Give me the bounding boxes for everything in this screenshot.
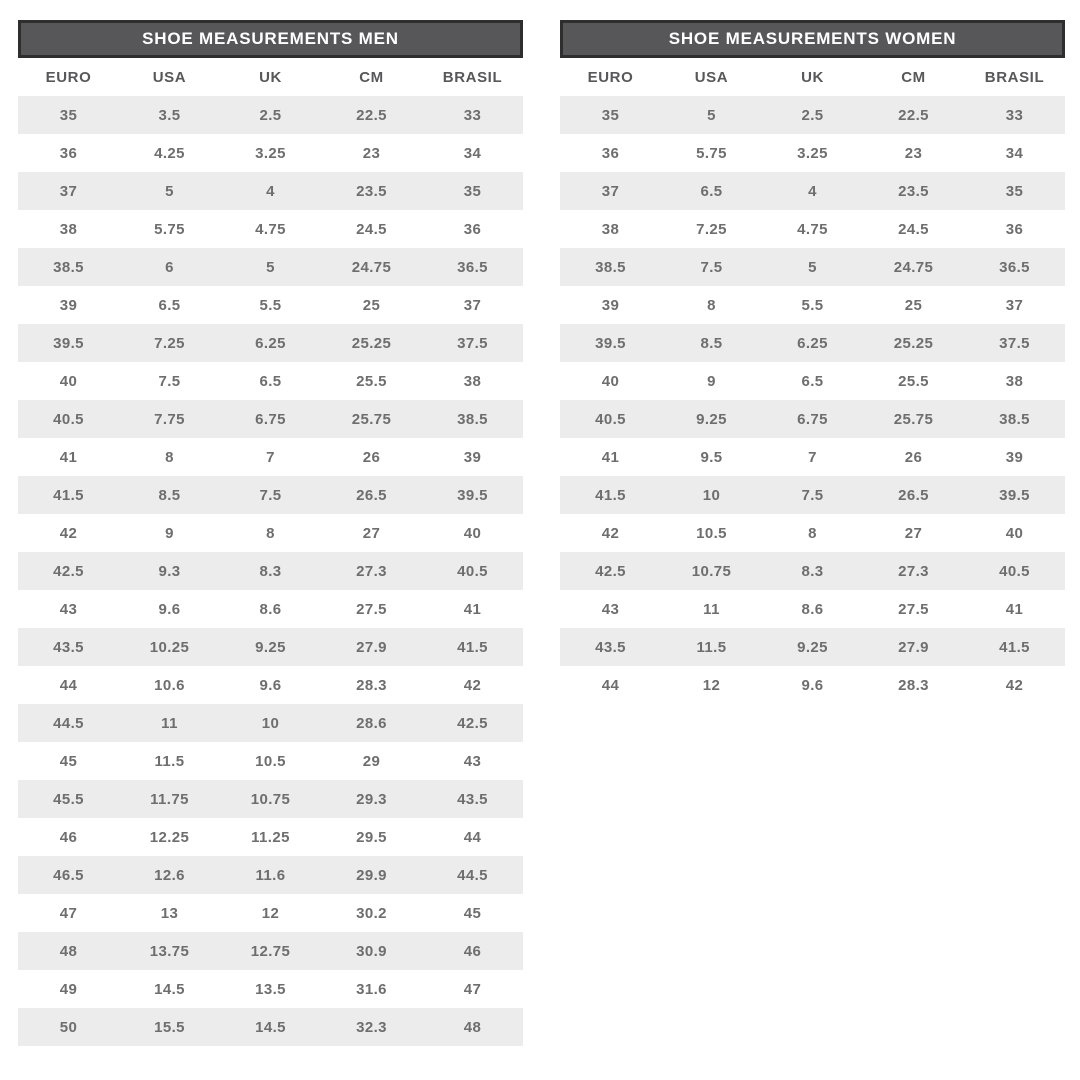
cell: 23.5 [356, 182, 387, 200]
cell: 27 [904, 524, 923, 542]
cell: 27.5 [356, 600, 387, 618]
cell: 46 [463, 942, 482, 960]
table-row [18, 742, 523, 780]
cell: 2.5 [259, 106, 282, 124]
cell: 33 [463, 106, 482, 124]
cell: 12 [261, 904, 280, 922]
cell: 8 [808, 524, 817, 542]
cell: 32.3 [356, 1018, 387, 1036]
women-table-title: SHOE MEASUREMENTS WOMEN [560, 20, 1065, 58]
cell: 9.6 [158, 600, 181, 618]
cell: 8.5 [700, 334, 723, 352]
cell: 27.3 [356, 562, 387, 580]
cell: 27.9 [356, 638, 387, 656]
table-row [18, 286, 523, 324]
cell: 41 [59, 448, 78, 466]
cell: 46.5 [53, 866, 84, 884]
cell: 8 [707, 296, 716, 314]
cell: 42 [1005, 676, 1024, 694]
table-row [18, 780, 523, 818]
cell: 38 [601, 220, 620, 238]
table-row [560, 210, 1065, 248]
cell: 9.6 [259, 676, 282, 694]
cell: 4 [808, 182, 817, 200]
cell: 36 [59, 144, 78, 162]
table-row [560, 438, 1065, 476]
cell: 9.25 [696, 410, 727, 428]
cell: 26.5 [356, 486, 387, 504]
cell: 44 [463, 828, 482, 846]
cell: 35 [601, 106, 620, 124]
cell: 40.5 [53, 410, 84, 428]
cell: 6.75 [255, 410, 286, 428]
cell: 41.5 [457, 638, 488, 656]
cell: 39.5 [595, 334, 626, 352]
cell: 13.75 [149, 942, 190, 960]
cell: 12.75 [250, 942, 291, 960]
cell: 7.5 [158, 372, 181, 390]
cell: 37 [1005, 296, 1024, 314]
cell: 11.75 [150, 790, 189, 808]
table-row [560, 476, 1065, 514]
cell: 42 [601, 524, 620, 542]
cell: 22.5 [898, 106, 929, 124]
cell: 13 [160, 904, 179, 922]
cell: 40 [1005, 524, 1024, 542]
cell: 43 [463, 752, 482, 770]
cell: 10.6 [154, 676, 185, 694]
cell: 38 [59, 220, 78, 238]
table-row [18, 210, 523, 248]
column-header-euro: EURO [587, 68, 634, 86]
women-column-headers [560, 58, 1065, 96]
cell: 25 [362, 296, 381, 314]
table-row [560, 286, 1065, 324]
cell: 3.25 [797, 144, 828, 162]
cell: 9 [165, 524, 174, 542]
cell: 22.5 [356, 106, 387, 124]
table-row [560, 248, 1065, 286]
cell: 39 [601, 296, 620, 314]
cell: 5.5 [801, 296, 824, 314]
cell: 5.5 [259, 296, 282, 314]
cell: 49 [59, 980, 78, 998]
cell: 31.6 [356, 980, 387, 998]
cell: 6 [165, 258, 174, 276]
cell: 46 [59, 828, 78, 846]
women-table-rows [560, 96, 1065, 704]
cell: 39 [59, 296, 78, 314]
column-header-brasil: BRASIL [984, 68, 1045, 86]
cell: 35 [463, 182, 482, 200]
table-row [18, 134, 523, 172]
cell: 4.75 [797, 220, 828, 238]
cell: 11 [703, 600, 720, 618]
column-header-brasil: BRASIL [442, 68, 503, 86]
cell: 28.6 [356, 714, 387, 732]
cell: 7.75 [154, 410, 185, 428]
column-header-uk: UK [801, 68, 824, 86]
cell: 43.5 [53, 638, 84, 656]
cell: 37.5 [457, 334, 488, 352]
table-row [560, 96, 1065, 134]
cell: 39.5 [999, 486, 1030, 504]
cell: 6.5 [158, 296, 181, 314]
table-row [18, 362, 523, 400]
cell: 4.25 [154, 144, 185, 162]
cell: 24.5 [898, 220, 929, 238]
cell: 41 [601, 448, 620, 466]
cell: 23 [904, 144, 923, 162]
cell: 27 [362, 524, 381, 542]
cell: 35 [1005, 182, 1024, 200]
cell: 12 [702, 676, 721, 694]
cell: 36 [463, 220, 482, 238]
table-row [560, 514, 1065, 552]
women-size-table [560, 20, 1065, 704]
cell: 38.5 [457, 410, 488, 428]
table-row [18, 704, 523, 742]
table-row [560, 628, 1065, 666]
table-row [560, 666, 1065, 704]
cell: 10.5 [696, 524, 727, 542]
cell: 24.75 [893, 258, 934, 276]
cell: 26 [362, 448, 381, 466]
cell: 9 [707, 372, 716, 390]
cell: 6.5 [259, 372, 282, 390]
cell: 24.5 [356, 220, 387, 238]
cell: 14.5 [154, 980, 185, 998]
cell: 11 [161, 714, 178, 732]
cell: 38 [1005, 372, 1024, 390]
cell: 41.5 [595, 486, 626, 504]
cell: 25 [904, 296, 923, 314]
cell: 13.5 [255, 980, 286, 998]
table-row [18, 248, 523, 286]
cell: 6.25 [255, 334, 286, 352]
cell: 39.5 [457, 486, 488, 504]
table-row [560, 134, 1065, 172]
cell: 23 [362, 144, 381, 162]
cell: 36 [601, 144, 620, 162]
cell: 43.5 [457, 790, 488, 808]
cell: 8.5 [158, 486, 181, 504]
cell: 41 [1005, 600, 1024, 618]
cell: 38.5 [53, 258, 84, 276]
cell: 6.75 [797, 410, 828, 428]
cell: 37 [601, 182, 620, 200]
table-row [18, 894, 523, 932]
cell: 28.3 [356, 676, 387, 694]
cell: 9.3 [158, 562, 181, 580]
cell: 4 [266, 182, 275, 200]
cell: 29.3 [356, 790, 387, 808]
cell: 50 [59, 1018, 78, 1036]
cell: 41.5 [53, 486, 84, 504]
table-row [560, 400, 1065, 438]
cell: 8.6 [259, 600, 282, 618]
cell: 34 [463, 144, 482, 162]
cell: 40 [59, 372, 78, 390]
men-table-rows [18, 96, 523, 1046]
cell: 41.5 [999, 638, 1030, 656]
cell: 39 [463, 448, 482, 466]
cell: 44.5 [457, 866, 488, 884]
column-header-usa: USA [694, 68, 729, 86]
cell: 40 [601, 372, 620, 390]
cell: 25.5 [356, 372, 387, 390]
cell: 44.5 [53, 714, 84, 732]
cell: 7.25 [154, 334, 185, 352]
cell: 43 [59, 600, 78, 618]
cell: 7 [808, 448, 817, 466]
table-row [18, 476, 523, 514]
cell: 5.75 [696, 144, 727, 162]
column-header-usa: USA [152, 68, 187, 86]
cell: 37 [59, 182, 78, 200]
cell: 39.5 [53, 334, 84, 352]
cell: 15.5 [154, 1018, 185, 1036]
cell: 24.75 [351, 258, 392, 276]
cell: 5 [266, 258, 275, 276]
cell: 43 [601, 600, 620, 618]
cell: 9.25 [255, 638, 286, 656]
cell: 23.5 [898, 182, 929, 200]
cell: 27.5 [898, 600, 929, 618]
cell: 42 [59, 524, 78, 542]
cell: 2.5 [801, 106, 824, 124]
table-row [18, 1008, 523, 1046]
table-row [18, 856, 523, 894]
cell: 36.5 [457, 258, 488, 276]
cell: 25.25 [893, 334, 934, 352]
cell: 37.5 [999, 334, 1030, 352]
cell: 40 [463, 524, 482, 542]
cell: 5 [707, 106, 716, 124]
cell: 47 [463, 980, 482, 998]
cell: 6.5 [700, 182, 723, 200]
cell: 8.6 [801, 600, 824, 618]
table-row [18, 932, 523, 970]
cell: 10 [702, 486, 721, 504]
cell: 38.5 [595, 258, 626, 276]
cell: 25.75 [351, 410, 392, 428]
cell: 26 [904, 448, 923, 466]
cell: 44 [601, 676, 620, 694]
cell: 11.25 [251, 828, 290, 846]
table-row [18, 438, 523, 476]
cell: 43.5 [595, 638, 626, 656]
cell: 47 [59, 904, 78, 922]
cell: 27.3 [898, 562, 929, 580]
cell: 30.9 [356, 942, 387, 960]
cell: 8.3 [801, 562, 824, 580]
cell: 38.5 [999, 410, 1030, 428]
cell: 3.25 [255, 144, 286, 162]
cell: 8.3 [259, 562, 282, 580]
cell: 5.75 [154, 220, 185, 238]
cell: 10 [261, 714, 280, 732]
cell: 42 [463, 676, 482, 694]
cell: 45 [463, 904, 482, 922]
cell: 11.5 [696, 638, 727, 656]
cell: 9.6 [801, 676, 824, 694]
cell: 39 [1005, 448, 1024, 466]
cell: 45 [59, 752, 78, 770]
cell: 36 [1005, 220, 1024, 238]
table-row [18, 172, 523, 210]
men-table-title: SHOE MEASUREMENTS MEN [18, 20, 523, 58]
cell: 40.5 [999, 562, 1030, 580]
cell: 42.5 [595, 562, 626, 580]
cell: 38 [463, 372, 482, 390]
cell: 25.5 [898, 372, 929, 390]
table-row [18, 96, 523, 134]
cell: 11.6 [255, 866, 286, 884]
table-row [18, 970, 523, 1008]
cell: 7.5 [259, 486, 282, 504]
table-row [560, 362, 1065, 400]
cell: 40.5 [595, 410, 626, 428]
table-row [560, 172, 1065, 210]
cell: 27.9 [898, 638, 929, 656]
table-row [18, 514, 523, 552]
cell: 48 [59, 942, 78, 960]
cell: 5 [165, 182, 174, 200]
cell: 29.5 [356, 828, 387, 846]
cell: 12.25 [149, 828, 190, 846]
cell: 10.5 [255, 752, 286, 770]
cell: 12.6 [154, 866, 185, 884]
cell: 11.5 [154, 752, 185, 770]
table-row [18, 818, 523, 856]
men-column-headers [18, 58, 523, 96]
cell: 9.25 [797, 638, 828, 656]
cell: 9.5 [700, 448, 723, 466]
table-row [18, 324, 523, 362]
table-row [18, 666, 523, 704]
column-header-uk: UK [259, 68, 282, 86]
column-header-euro: EURO [45, 68, 92, 86]
cell: 29.9 [356, 866, 387, 884]
cell: 29 [362, 752, 381, 770]
cell: 25.25 [351, 334, 392, 352]
column-header-cm: CM [359, 68, 384, 86]
cell: 8 [266, 524, 275, 542]
cell: 30.2 [356, 904, 387, 922]
cell: 36.5 [999, 258, 1030, 276]
cell: 8 [165, 448, 174, 466]
table-row [18, 628, 523, 666]
cell: 44 [59, 676, 78, 694]
cell: 37 [463, 296, 482, 314]
cell: 33 [1005, 106, 1024, 124]
cell: 26.5 [898, 486, 929, 504]
cell: 6.25 [797, 334, 828, 352]
cell: 10.25 [149, 638, 190, 656]
cell: 14.5 [255, 1018, 286, 1036]
table-row [560, 324, 1065, 362]
table-row [18, 590, 523, 628]
cell: 5 [808, 258, 817, 276]
cell: 6.5 [801, 372, 824, 390]
cell: 48 [463, 1018, 482, 1036]
men-size-table [18, 20, 523, 1046]
table-row [18, 552, 523, 590]
cell: 42.5 [53, 562, 84, 580]
cell: 10.75 [250, 790, 291, 808]
cell: 28.3 [898, 676, 929, 694]
table-row [18, 400, 523, 438]
cell: 34 [1005, 144, 1024, 162]
cell: 3.5 [158, 106, 181, 124]
table-row [560, 552, 1065, 590]
table-row [560, 590, 1065, 628]
cell: 7.5 [801, 486, 824, 504]
cell: 7.5 [700, 258, 723, 276]
cell: 42.5 [457, 714, 488, 732]
cell: 35 [59, 106, 78, 124]
cell: 25.75 [893, 410, 934, 428]
cell: 10.75 [691, 562, 732, 580]
cell: 45.5 [53, 790, 84, 808]
cell: 7.25 [696, 220, 727, 238]
cell: 7 [266, 448, 275, 466]
cell: 41 [463, 600, 482, 618]
column-header-cm: CM [901, 68, 926, 86]
cell: 40.5 [457, 562, 488, 580]
cell: 4.75 [255, 220, 286, 238]
